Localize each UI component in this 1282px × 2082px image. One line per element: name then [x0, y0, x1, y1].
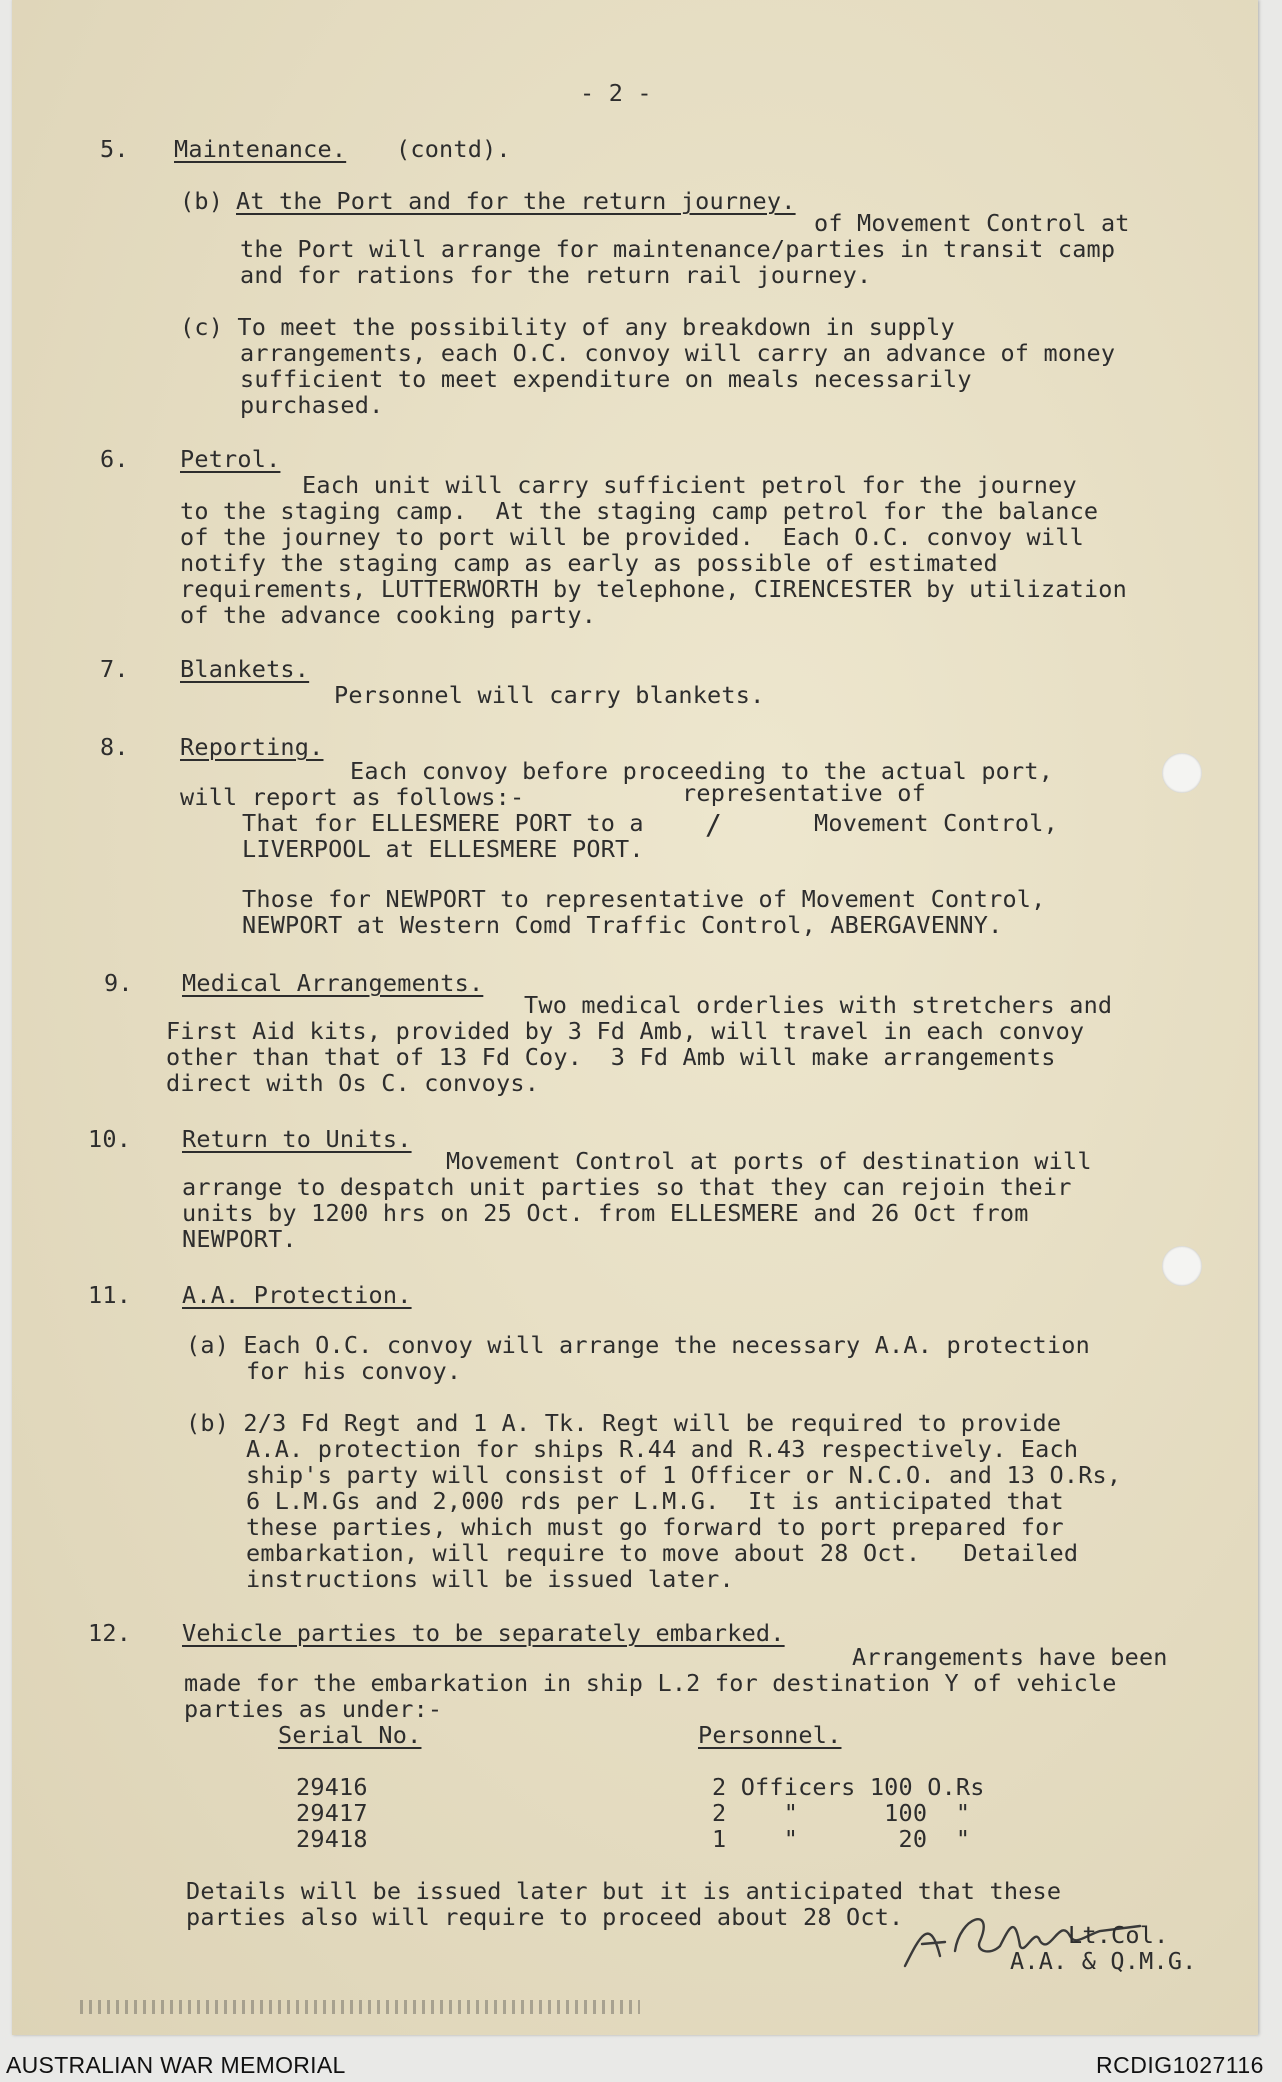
paragraph-line: instructions will be issued later. [246, 1565, 734, 1593]
paragraph-line: purchased. [240, 391, 384, 419]
paragraph-line: ship's party will consist of 1 Officer or N.C.O. and 13 O.Rs, [246, 1461, 1122, 1489]
footer-archive-name: AUSTRALIAN WAR MEMORIAL [6, 2052, 346, 2078]
paragraph-line: 6 L.M.Gs and 2,000 rds per L.M.G. It is anticipated that [246, 1487, 1064, 1515]
paragraph-line: notify the staging camp as early as possible of estimated [180, 549, 998, 577]
paragraph-line: of the advance cooking party. [180, 601, 597, 629]
section-contd: (contd). [396, 135, 511, 163]
paragraph-line: of Movement Control at [814, 209, 1130, 237]
section-title: Vehicle parties to be separately embarked. [182, 1619, 785, 1647]
table-cell: 2 " 100 " [712, 1799, 971, 1827]
section-number: 8. [100, 733, 129, 761]
paragraph-line: embarkation, will require to move about 28 Oct. Detailed [246, 1539, 1079, 1567]
section-number: 9. [104, 969, 133, 997]
paragraph-line: Arrangements have been [852, 1643, 1168, 1671]
paragraph-line: other than that of 13 Fd Coy. 3 Fd Amb will make arrangements [166, 1043, 1056, 1071]
paragraph-line: Each unit will carry sufficient petrol for the journey [302, 471, 1077, 499]
paragraph-line: the Port will arrange for maintenance/parties in transit camp [240, 235, 1116, 263]
section-title: Reporting. [180, 733, 324, 761]
section-title: Petrol. [180, 445, 281, 473]
paragraph-line: NEWPORT at Western Comd Traffic Control, ABERGAVENNY. [242, 911, 1003, 939]
paragraph-line: parties also will require to proceed about 28 Oct. [186, 1903, 904, 1931]
ink-smudge [80, 2000, 640, 2014]
paragraph-line: (c) To meet the possibility of any breakdown in supply [180, 313, 955, 341]
table-header: Personnel. [698, 1721, 842, 1749]
punch-hole [1162, 753, 1202, 793]
paragraph-line: of the journey to port will be provided. Each O.C. convoy will [180, 523, 1084, 551]
paragraph-line: LIVERPOOL at ELLESMERE PORT. [242, 835, 644, 863]
signatory-rank: Lt.Col. [1068, 1921, 1169, 1949]
paragraph-line: arrange to despatch unit parties so that they can rejoin their [182, 1173, 1072, 1201]
subsection-heading: At the Port and for the return journey. [236, 187, 796, 215]
paragraph-line: direct with Os C. convoys. [166, 1069, 540, 1097]
punch-hole [1162, 1246, 1202, 1286]
paragraph-line: sufficient to meet expenditure on meals necessarily [240, 365, 972, 393]
paragraph-line: parties as under:- [184, 1695, 443, 1723]
footer-record-id: RCDIG1027116 [1096, 2052, 1264, 2078]
section-number: 7. [100, 655, 129, 683]
table-cell: 29418 [296, 1825, 368, 1853]
paragraph-line: Two medical orderlies with stretchers and [524, 991, 1113, 1019]
paragraph-line: A.A. protection for ships R.44 and R.43 respectively. Each [246, 1435, 1079, 1463]
paragraph-line: requirements, LUTTERWORTH by telephone, CIRENCESTER by utilization [180, 575, 1127, 603]
table-cell: 29417 [296, 1799, 368, 1827]
table-cell: 29416 [296, 1773, 368, 1801]
section-number: 5. [100, 135, 129, 163]
paragraph-line: these parties, which must go forward to port prepared for [246, 1513, 1064, 1541]
paragraph-line: representative of [682, 779, 926, 807]
paragraph-line: Movement Control at ports of destination will [446, 1147, 1092, 1175]
signatory-appointment: A.A. & Q.M.G. [1010, 1947, 1197, 1975]
section-title: Return to Units. [182, 1125, 412, 1153]
paragraph-line: (b) 2/3 Fd Regt and 1 A. Tk. Regt will be required to provide [186, 1409, 1062, 1437]
section-title: Maintenance. [174, 135, 347, 163]
paragraph-line: for his convoy. [246, 1357, 462, 1385]
section-number: 10. [88, 1125, 132, 1153]
paragraph-line: to the staging camp. At the staging camp petrol for the balance [180, 497, 1099, 525]
paragraph-line: First Aid kits, provided by 3 Fd Amb, will travel in each convoy [166, 1017, 1085, 1045]
paragraph-line: units by 1200 hrs on 25 Oct. from ELLESMERE and 26 Oct from [182, 1199, 1029, 1227]
paragraph-line: Each convoy before proceeding to the actual port, [350, 757, 1054, 785]
table-cell: 2 Officers 100 O.Rs [712, 1773, 985, 1801]
paragraph-line: (a) Each O.C. convoy will arrange the necessary A.A. protection [186, 1331, 1090, 1359]
paragraph-line: made for the embarkation in ship L.2 for destination Y of vehicle [184, 1669, 1117, 1697]
paragraph-line: That for ELLESMERE PORT to a [242, 809, 644, 837]
paragraph-line: will report as follows:- [180, 783, 525, 811]
table-header: Serial No. [278, 1721, 422, 1749]
section-number: 11. [88, 1281, 132, 1309]
handwritten-slash-mark: / [705, 808, 722, 841]
paragraph-line: Those for NEWPORT to representative of Movement Control, [242, 885, 1046, 913]
subsection-label: (b) [180, 187, 224, 215]
paragraph-line: Details will be issued later but it is anticipated that these [186, 1877, 1062, 1905]
paragraph-line: Personnel will carry blankets. [334, 681, 765, 709]
section-title: Blankets. [180, 655, 310, 683]
paragraph-line: and for rations for the return rail journey. [240, 261, 872, 289]
section-number: 12. [88, 1619, 132, 1647]
section-title: A.A. Protection. [182, 1281, 412, 1309]
paragraph-line: arrangements, each O.C. convoy will carry an advance of money [240, 339, 1116, 367]
paragraph-line: Movement Control, [814, 809, 1058, 837]
page-number: - 2 - [580, 79, 652, 107]
section-title: Medical Arrangements. [182, 969, 484, 997]
section-number: 6. [100, 445, 129, 473]
table-cell: 1 " 20 " [712, 1825, 971, 1853]
paragraph-line: NEWPORT. [182, 1225, 297, 1253]
